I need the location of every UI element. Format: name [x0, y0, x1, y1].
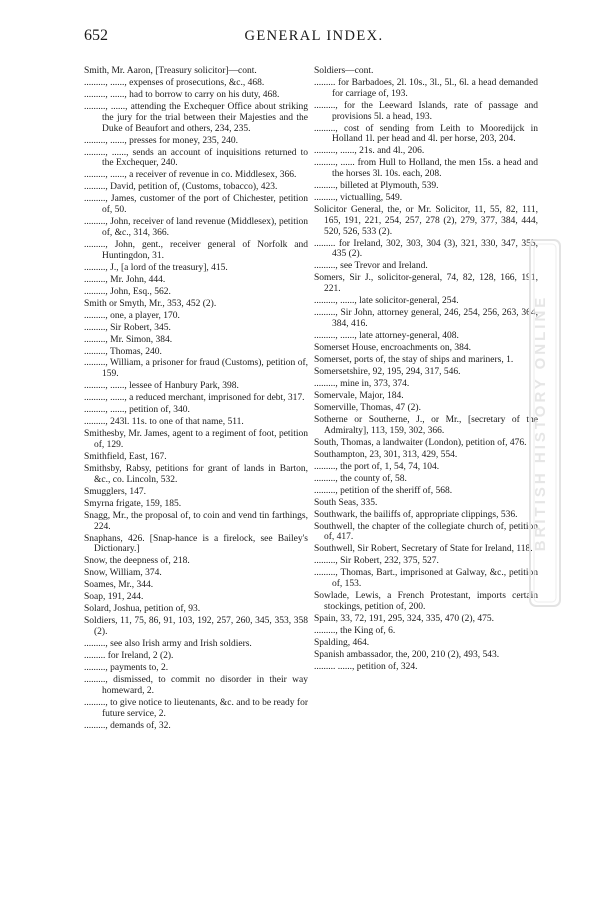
- index-entry: ........., David, petition of, (Customs, tobacco), 423.: [84, 182, 278, 193]
- index-entry: Somerset House, encroachments on, 384.: [314, 342, 471, 353]
- index-entry: South, Thomas, a landwaiter (London), petition of, 476.: [314, 437, 527, 448]
- index-entry: ........., victualling, 549.: [314, 193, 403, 204]
- index-entry: Smith or Smyth, Mr., 353, 452 (2).: [84, 298, 217, 309]
- index-entry: ........., Thomas, Bart., imprisoned at Galway, &c., petition of, 153.: [314, 568, 538, 590]
- index-entry: Snaphans, 426. [Snap-hance is a firelock, see Bailey's Dictionary.]: [84, 533, 308, 555]
- index-entry: Somervale, Major, 184.: [314, 390, 404, 401]
- index-entry: Solard, Joshua, petition of, 93.: [84, 604, 201, 615]
- index-entry: ........., ......, had to borrow to carry on his duty, 468.: [84, 89, 280, 100]
- index-entry: ........., ......, attending the Exchequer Office about striking the jury for the trial between their Majesties and the Duke of Beaufort and others, 234, 235.: [84, 101, 308, 134]
- index-entry: Southwell, the chapter of the collegiate church of, petition of, 417.: [314, 521, 538, 543]
- index-entry: ........., ......, a receiver of revenue in co. Middlesex, 366.: [84, 170, 297, 181]
- index-entry: ........., for the Leeward Islands, rate of passage and provisions 5l. a head, 193.: [314, 100, 538, 122]
- index-entry: Somers, Sir J., solicitor-general, 74, 82, 128, 166, 191, 221.: [314, 273, 538, 295]
- index-entry: ........., 243l. 11s. to one of that name, 511.: [84, 417, 244, 428]
- index-entry: ........., James, customer of the port of Chichester, petition of, 50.: [84, 194, 308, 216]
- index-entry: ........., mine in, 373, 374.: [314, 378, 410, 389]
- index-entry: ........., Mr. Simon, 384.: [84, 334, 173, 345]
- index-entry: ........., Sir John, attorney general, 246, 254, 256, 263, 364, 384, 416.: [314, 308, 538, 329]
- index-entry: Smithesby, Mr. James, agent to a regiment of foot, petition of, 129.: [84, 429, 308, 450]
- index-entry: Southampton, 23, 301, 313, 429, 554.: [314, 449, 458, 460]
- index-entry: Spalding, 464.: [314, 637, 370, 648]
- page-number: 652: [84, 27, 108, 44]
- index-entry: ........., cost of sending from Leith to Mooredijck in Holland 1l. per head and 4l. per horse, 203, 204.: [314, 123, 538, 145]
- index-entry: Snow, William, 374.: [84, 568, 162, 579]
- index-entry: ........., Sir Robert, 232, 375, 527.: [314, 556, 439, 567]
- index-entry: ......... for Ireland, 302, 303, 304 (3), 321, 330, 347, 355, 435 (2).: [314, 238, 538, 260]
- index-entry: ........., Sir Robert, 345.: [84, 322, 171, 333]
- index-entry: ........., dismissed, to commit no disorder in their way homeward, 2.: [84, 674, 308, 696]
- page-header: [84, 27, 544, 49]
- index-entry: Southwark, the bailiffs of, appropriate clippings, 536.: [314, 509, 518, 520]
- right-index-column: [314, 66, 538, 674]
- index-entry: South Seas, 335.: [314, 497, 378, 508]
- index-entry: ........., Thomas, 240.: [84, 346, 162, 357]
- index-entry: Soap, 191, 244.: [84, 592, 144, 603]
- index-entry: ........., ......, expenses of prosecutions, &c., 468.: [84, 77, 265, 88]
- index-entry: Smith, Mr. Aaron, [Treasury solicitor]—cont.: [84, 66, 257, 76]
- index-entry: Smithsby, Rabsy, petitions for grant of lands in Barton, &c., co. Lincoln, 532.: [84, 463, 308, 485]
- index-entry: Southwell, Sir Robert, Secretary of State for Ireland, 118.: [314, 544, 533, 555]
- watermark-stamp: [528, 238, 562, 608]
- index-entry: ........., one, a player, 170.: [84, 310, 180, 321]
- index-entry: ........., J., [a lord of the treasury], 415.: [84, 262, 228, 273]
- index-entry: ......... for Ireland, 2 (2).: [84, 650, 174, 661]
- watermark-text: BRITISH HISTORY ONLINE: [532, 294, 549, 552]
- index-entry: ......... ......, petition of, 324.: [314, 661, 418, 672]
- index-entry: ........., the King of, 6.: [314, 625, 396, 636]
- index-entry: Somersetshire, 92, 195, 294, 317, 546.: [314, 366, 461, 377]
- index-entry: Sowlade, Lewis, a French Protestant, imports certain stockings, petition of, 200.: [314, 591, 538, 612]
- index-entry: ........., demands of, 32.: [84, 720, 171, 731]
- index-entry: ........., ......, presses for money, 235, 240.: [84, 135, 239, 146]
- index-entry: ........., the port of, 1, 54, 74, 104.: [314, 461, 440, 472]
- index-entry: ........., payments to, 2.: [84, 662, 169, 673]
- index-entry: Somerville, Thomas, 47 (2).: [314, 402, 421, 413]
- index-entry: Snow, the deepness of, 218.: [84, 556, 190, 567]
- index-entry: ........., petition of the sheriff of, 568.: [314, 485, 453, 496]
- index-entry: ........., ......, 21s. and 4l., 206.: [314, 146, 425, 157]
- index-entry: ........., John, gent., receiver general of Norfolk and Huntingdon, 31.: [84, 239, 308, 261]
- index-entry: Spain, 33, 72, 191, 295, 324, 335, 470 (2), 475.: [314, 613, 494, 624]
- index-entry: Smugglers, 147.: [84, 486, 147, 497]
- index-entry: ........., see also Irish army and Irish soldiers.: [84, 638, 252, 649]
- index-entry: Smithfield, East, 167.: [84, 451, 167, 462]
- index-entry: ......... for Barbadoes, 2l. 10s., 3l., 5l., 6l. a head demanded for carriage of, 193.: [314, 77, 538, 99]
- index-entry: Soldiers—cont.: [314, 66, 374, 76]
- left-index-column: [84, 66, 308, 732]
- index-entry: Sotherne or Southerne, J., or Mr., [secretary of the Admiralty], 113, 159, 302, 366.: [314, 414, 538, 436]
- index-entry: ........., ......, a reduced merchant, imprisoned for debt, 317.: [84, 393, 305, 404]
- index-entry: Smyrna frigate, 159, 185.: [84, 498, 182, 509]
- index-entry: ........., William, a prisoner for fraud (Customs), petition of, 159.: [84, 358, 308, 380]
- index-entry: ........., Mr. John, 444.: [84, 274, 166, 285]
- index-entry: ........., ......, lessee of Hanbury Park, 398.: [84, 381, 239, 392]
- index-entry: ........., John, receiver of land revenue (Middlesex), petition of, &c., 314, 366.: [84, 217, 308, 238]
- index-entry: Snagg, Mr., the proposal of, to coin and vend tin farthings, 224.: [84, 510, 308, 532]
- index-entry: Soldiers, 11, 75, 86, 91, 103, 192, 257, 260, 345, 353, 358 (2).: [84, 616, 308, 637]
- index-entry: ........., the county of, 58.: [314, 473, 407, 484]
- index-entry: Somerset, ports of, the stay of ships and mariners, 1.: [314, 354, 514, 365]
- index-entry: ........., ......, petition of, 340.: [84, 405, 190, 416]
- index-entry: ........., ......, late solicitor-general, 254.: [314, 296, 459, 307]
- index-entry: ........., to give notice to lieutenants, &c. and to be ready for future service, 2.: [84, 697, 308, 719]
- index-entry: ........., ......, sends an account of inquisitions returned to the Exchequer, 240.: [84, 147, 308, 169]
- index-entry: Spanish ambassador, the, 200, 210 (2), 493, 543.: [314, 649, 500, 660]
- index-entry: ........., ...... from Hull to Holland, the men 15s. a head and the horses 3l. 10s. each, 208.: [314, 158, 538, 180]
- index-entry: Solicitor General, the, or Mr. Solicitor, 11, 55, 82, 111, 165, 191, 221, 254, 257, 278 (2), 279, 377, 384, 444, 520, 526, 533 (2).: [314, 205, 538, 237]
- index-entry: ........., billeted at Plymouth, 539.: [314, 181, 439, 192]
- index-entry: Soames, Mr., 344.: [84, 580, 154, 591]
- index-entry: ........., John, Esq., 562.: [84, 286, 171, 297]
- index-entry: ........., see Trevor and Ireland.: [314, 261, 428, 272]
- index-entry: ........., ......, late attorney-general, 408.: [314, 330, 459, 341]
- running-head: GENERAL INDEX.: [244, 28, 384, 44]
